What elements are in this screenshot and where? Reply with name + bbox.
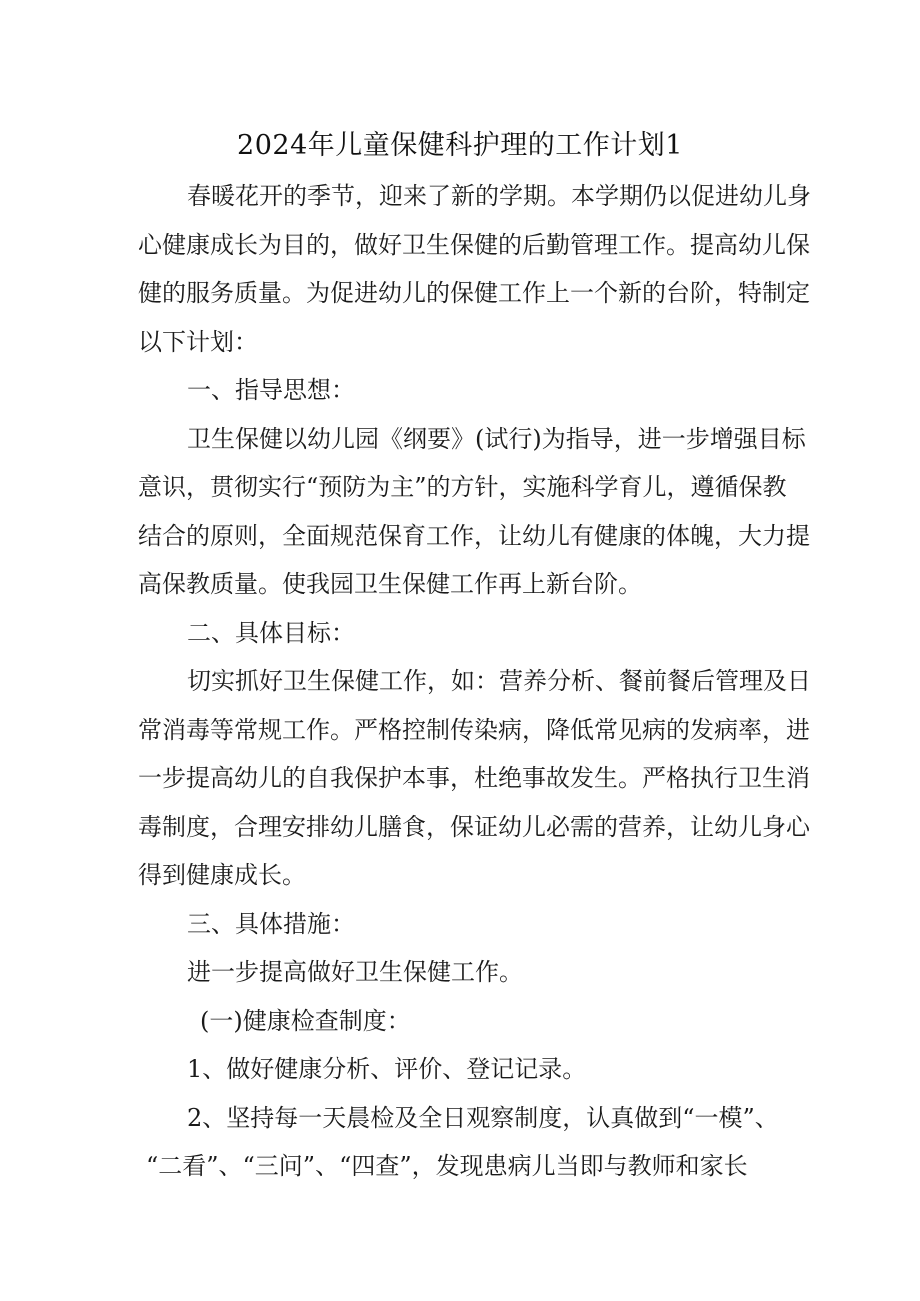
paragraph-line: 毒制度，合理安排幼儿膳食，保证幼儿必需的营养，让幼儿身心 bbox=[138, 813, 810, 841]
list-item: 2、坚持每一天晨检及全日观察制度，认真做到“一模”、 bbox=[187, 1104, 779, 1132]
paragraph-line: 高保教质量。使我园卫生保健工作再上新台阶。 bbox=[138, 570, 642, 598]
paragraph-line: 心健康成长为目的，做好卫生保健的后勤管理工作。提高幼儿保 bbox=[138, 231, 810, 259]
paragraph-line: 进一步提高做好卫生保健工作。 bbox=[187, 958, 523, 986]
paragraph-line: 春暖花开的季节，迎来了新的学期。本学期仍以促进幼儿身 bbox=[187, 182, 811, 210]
paragraph-line: 卫生保健以幼儿园《纲要》(试行)为指导，进一步增强目标 bbox=[187, 425, 806, 453]
paragraph-line: 健的服务质量。为促进幼儿的保健工作上一个新的台阶，特制定 bbox=[138, 279, 810, 307]
paragraph-line: 得到健康成长。 bbox=[138, 861, 306, 889]
section-heading: 三、具体措施： bbox=[187, 910, 355, 938]
list-item: 1、做好健康分析、评价、登记记录。 bbox=[187, 1055, 587, 1083]
paragraph-line: 一步提高幼儿的自我保护本事，杜绝事故发生。严格执行卫生消 bbox=[138, 764, 810, 792]
paragraph-line: 意识，贯彻实行“预防为主”的方针，实施科学育儿，遵循保教 bbox=[138, 473, 787, 501]
paragraph-line: 切实抓好卫生保健工作，如：营养分析、餐前餐后管理及日 bbox=[187, 667, 811, 695]
subsection-heading: (一)健康检查制度： bbox=[200, 1007, 411, 1035]
paragraph-line: “二看”、“三问”、“四查”，发现患病儿当即与教师和家长 bbox=[146, 1152, 748, 1180]
paragraph-line: 常消毒等常规工作。严格控制传染病，降低常见病的发病率，进 bbox=[138, 716, 810, 744]
document-title: 2024年儿童保健科护理的工作计划1 bbox=[237, 130, 683, 161]
paragraph-line: 以下计划： bbox=[138, 328, 258, 356]
paragraph-line: 结合的原则，全面规范保育工作，让幼儿有健康的体魄，大力提 bbox=[138, 522, 810, 550]
section-heading: 一、指导思想： bbox=[187, 376, 355, 404]
section-heading: 二、具体目标： bbox=[187, 619, 355, 647]
